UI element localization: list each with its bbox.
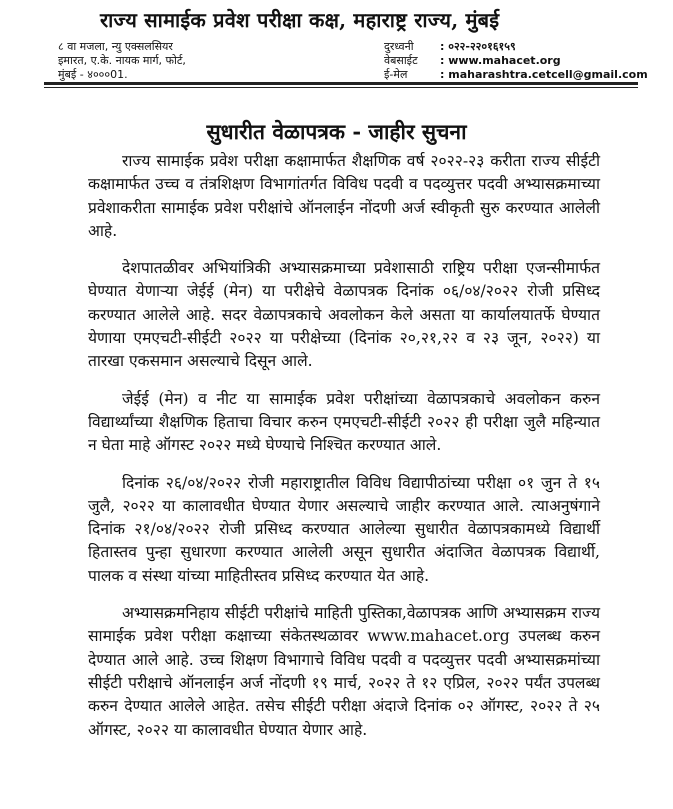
notice-body: [88, 150, 600, 742]
address-line: मुंबई - ४०००01.: [58, 68, 128, 81]
notice-paragraph: जेईई (मेन) व नीट या सामाईक प्रवेश परीक्षांच्या वेळापत्रकाचे अवलोकन करुन विद्यार्थ्यांच्या शैक्षणिक हिताचा विचार करुन एमएचटी-सीईटी २०२२ ही परीक्षा जुलै महिन्यात न घेता माहे ऑगस्ट २०२२ मध्ये घेण्याचे निश्चित करण्यात आले.: [88, 389, 600, 455]
notice-paragraph: अभ्यासक्रमनिहाय सीईटी परीक्षांचे माहिती पुस्तिका,वेळापत्रक आणि अभ्यासक्रम राज्य सामाईक प्रवेश परीक्षा कक्षाच्या संकेतस्थळावर www.mahacet.org उपलब्ध करुन देण्यात आले आहे. उच्च शिक्षण विभागाचे विविध पदवी व पदव्युत्तर पदवी अभ्यासक्रमांच्या सीईटी परीक्षाचे ऑनलाईन अर्ज नोंदणी १९ मार्च, २०२२ ते १२ एप्रिल, २०२२ पर्यंत उपलब्ध करुन देण्यात आलेले आहेत. तसेच सीईटी परीक्षा अंदाजे दिनांक ०२ ऑगस्ट, २०२२ ते २५ ऑगस्ट, २०२२ या कालावधीत घेण्यात येणार आहे.: [88, 604, 600, 739]
contact-label: ई-मेल: [384, 68, 408, 81]
office-title: राज्य सामाईक प्रवेश परीक्षा कक्ष, महाराष्ट्र राज्य, मुंबई: [100, 8, 500, 32]
contact-label: दुरध्वनी: [384, 40, 414, 53]
contact-block: [384, 40, 648, 82]
address-line: ८ वा मजला, न्यु एक्सलसियर: [58, 40, 173, 53]
header-divider: [44, 82, 638, 85]
website-link[interactable]: : www.mahacet.org: [440, 54, 561, 67]
contact-label: वेबसाईट: [384, 54, 418, 67]
contact-phone: [384, 40, 648, 54]
notice-heading: सुधारीत वेळापत्रक - जाहीर सुचना: [206, 119, 467, 144]
contact-website: [384, 54, 648, 68]
notice-paragraph: दिनांक २६/०४/२०२२ रोजी महाराष्ट्रातील विविध विद्यापीठांच्या परीक्षा ०१ जुन ते १५ जुलै, २०२२ या कालावधीत घेण्यात येणार असल्याचे जाहीर करण्यात आले. त्याअनुषंगाने दिनांक २१/०४/२०२२ रोजी प्रसिध्द करण्यात आलेल्या सुधारीत वेळापत्रकामध्ये विद्यार्थी हितास्तव पुन्हा सुधारणा करण्यात आलेली असून सुधारीत अंदाजित वेळापत्रक विद्यार्थी, पालक व संस्था यांच्या माहितीस्तव प्रसिध्द करण्यात येत आहे.: [88, 473, 600, 585]
address-line: इमारत, ए.के. नायक मार्ग, फोर्ट,: [58, 54, 186, 67]
notice-paragraph: राज्य सामाईक प्रवेश परीक्षा कक्षामार्फत शैक्षणिक वर्ष २०२२-२३ करीता राज्य सीईटी कक्षामार्फत उच्च व तंत्रशिक्षण विभागांतर्गत विविध पदवी व पदव्युत्तर पदवी अभ्यासक्रमाच्या प्रवेशाकरीता सामाईक प्रवेश परीक्षांचे ऑनलाईन नोंदणी अर्ज स्वीकृती सुरु करण्यात आलेली आहे.: [88, 152, 600, 240]
contact-value: : ०२२-२२०१६१५९: [440, 40, 516, 53]
notice-paragraph: देशपातळीवर अभियांत्रिकी अभ्यासक्रमाच्या प्रवेशासाठी राष्ट्रिय परीक्षा एजन्सीमार्फत घेण्यात येणाऱ्या जेईई (मेन) या परीक्षेचे वेळापत्रक दिनांक ०६/०४/२०२२ रोजी प्रसिध्द करण्यात आलेले आहे. सदर वेळापत्रकाचे अवलोकन केले असता या कार्यालयातर्फे घेण्यात येणाया एमएचटी-सीईटी २०२२ या परीक्षेच्या (दिनांक २०,२१,२२ व २३ जून, २०२२) या तारखा एकसमान असल्याचे दिसून आले.: [88, 259, 600, 371]
email-link[interactable]: : maharashtra.cetcell@gmail.com: [440, 68, 648, 81]
office-address: [58, 40, 186, 82]
contact-email: [384, 68, 648, 82]
header-divider-thin: [44, 87, 638, 88]
